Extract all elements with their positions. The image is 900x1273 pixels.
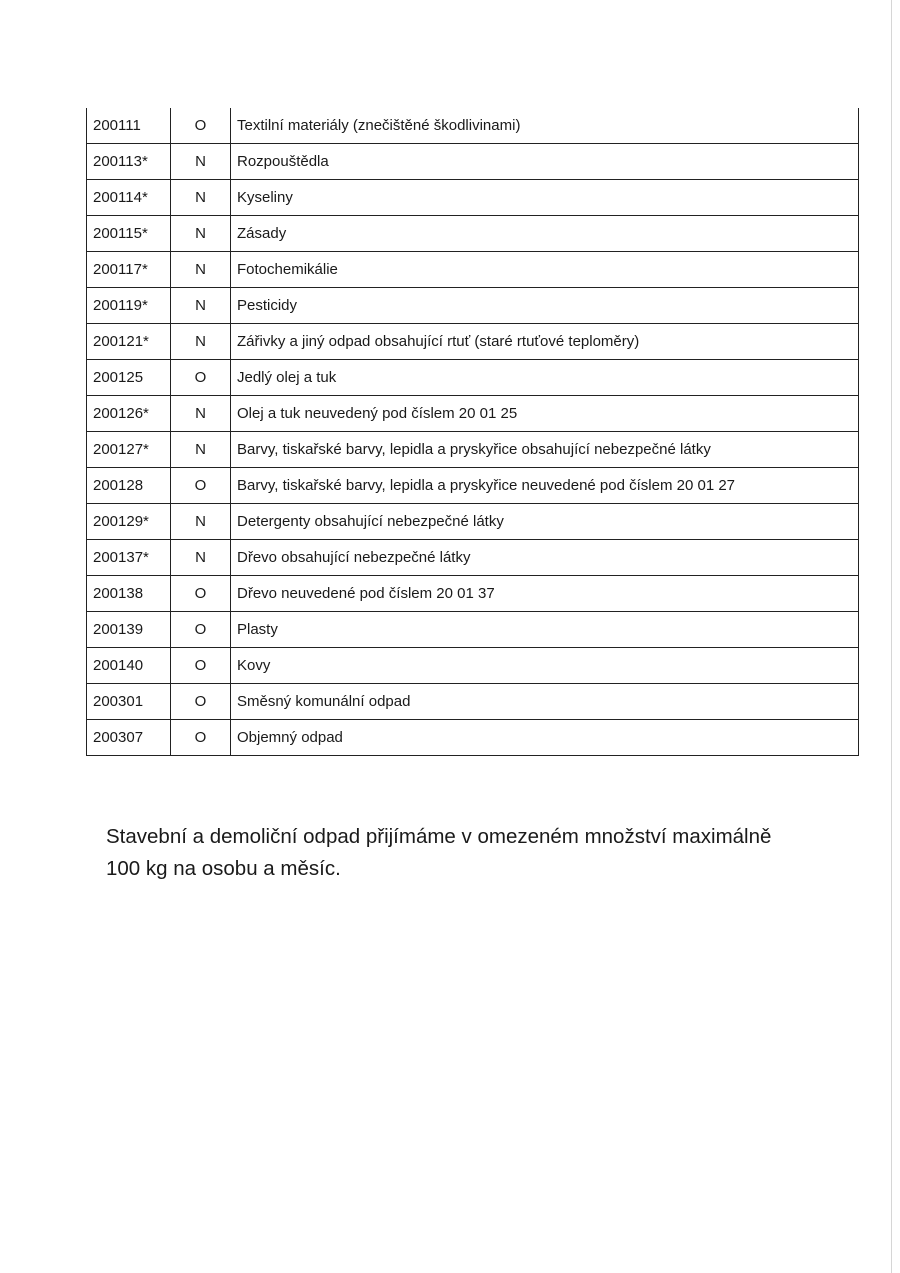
waste-code-cell: 200127* — [87, 432, 171, 468]
waste-code-cell: 200137* — [87, 540, 171, 576]
waste-category-cell: O — [171, 108, 231, 144]
waste-name-cell: Dřevo obsahující nebezpečné látky — [231, 540, 859, 576]
table-row — [87, 648, 859, 684]
waste-name-cell: Objemný odpad — [231, 720, 859, 756]
construction-waste-note: Stavební a demoliční odpad přijímáme v omezeném množství maximálně 100 kg na osobu a měsíc. — [106, 824, 772, 880]
waste-code-cell: 200138 — [87, 576, 171, 612]
waste-category-cell: N — [171, 144, 231, 180]
waste-category-cell: O — [171, 684, 231, 720]
waste-table-body — [87, 108, 859, 756]
waste-name-cell: Směsný komunální odpad — [231, 684, 859, 720]
waste-name-cell: Kyseliny — [231, 180, 859, 216]
waste-category-cell: O — [171, 648, 231, 684]
waste-code-cell: 200117* — [87, 252, 171, 288]
waste-category-cell: O — [171, 612, 231, 648]
waste-code-cell: 200111 — [87, 108, 171, 144]
waste-name-cell: Zářivky a jiný odpad obsahující rtuť (staré rtuťové teploměry) — [231, 324, 859, 360]
waste-code-cell: 200115* — [87, 216, 171, 252]
waste-category-cell: N — [171, 288, 231, 324]
table-row — [87, 396, 859, 432]
waste-name-cell: Fotochemikálie — [231, 252, 859, 288]
waste-code-cell: 200119* — [87, 288, 171, 324]
table-row — [87, 180, 859, 216]
table-row — [87, 612, 859, 648]
waste-category-cell: N — [171, 180, 231, 216]
waste-name-cell: Plasty — [231, 612, 859, 648]
waste-category-cell: O — [171, 360, 231, 396]
waste-code-cell: 200121* — [87, 324, 171, 360]
waste-code-table — [86, 108, 859, 756]
waste-name-cell: Barvy, tiskařské barvy, lepidla a pryskyřice obsahující nebezpečné látky — [231, 432, 859, 468]
waste-name-cell: Detergenty obsahující nebezpečné látky — [231, 504, 859, 540]
table-row — [87, 288, 859, 324]
waste-name-cell: Zásady — [231, 216, 859, 252]
table-row — [87, 504, 859, 540]
waste-code-cell: 200126* — [87, 396, 171, 432]
table-row — [87, 324, 859, 360]
table-row — [87, 252, 859, 288]
table-row — [87, 360, 859, 396]
waste-category-cell: O — [171, 720, 231, 756]
waste-name-cell: Pesticidy — [231, 288, 859, 324]
waste-name-cell: Textilní materiály (znečištěné škodlivinami) — [231, 108, 859, 144]
waste-code-cell: 200129* — [87, 504, 171, 540]
waste-category-cell: N — [171, 324, 231, 360]
table-row — [87, 108, 859, 144]
waste-category-cell: N — [171, 540, 231, 576]
waste-category-cell: N — [171, 432, 231, 468]
waste-name-cell: Kovy — [231, 648, 859, 684]
waste-category-cell: O — [171, 468, 231, 504]
waste-code-cell: 200140 — [87, 648, 171, 684]
waste-code-cell: 200301 — [87, 684, 171, 720]
waste-name-cell: Barvy, tiskařské barvy, lepidla a pryskyřice neuvedené pod číslem 20 01 27 — [231, 468, 859, 504]
waste-category-cell: N — [171, 504, 231, 540]
waste-code-cell: 200113* — [87, 144, 171, 180]
waste-category-cell: N — [171, 252, 231, 288]
table-row — [87, 432, 859, 468]
page-edge-line — [891, 0, 892, 1273]
table-row — [87, 684, 859, 720]
waste-category-cell: N — [171, 216, 231, 252]
waste-name-cell: Jedlý olej a tuk — [231, 360, 859, 396]
waste-name-cell: Olej a tuk neuvedený pod číslem 20 01 25 — [231, 396, 859, 432]
waste-code-cell: 200114* — [87, 180, 171, 216]
table-row — [87, 576, 859, 612]
waste-category-cell: O — [171, 576, 231, 612]
waste-code-cell: 200307 — [87, 720, 171, 756]
table-row — [87, 468, 859, 504]
waste-code-cell: 200125 — [87, 360, 171, 396]
waste-code-cell: 200128 — [87, 468, 171, 504]
waste-name-cell: Rozpouštědla — [231, 144, 859, 180]
waste-name-cell: Dřevo neuvedené pod číslem 20 01 37 — [231, 576, 859, 612]
waste-code-cell: 200139 — [87, 612, 171, 648]
table-row — [87, 216, 859, 252]
table-row — [87, 144, 859, 180]
waste-category-cell: N — [171, 396, 231, 432]
table-row — [87, 540, 859, 576]
table-row — [87, 720, 859, 756]
